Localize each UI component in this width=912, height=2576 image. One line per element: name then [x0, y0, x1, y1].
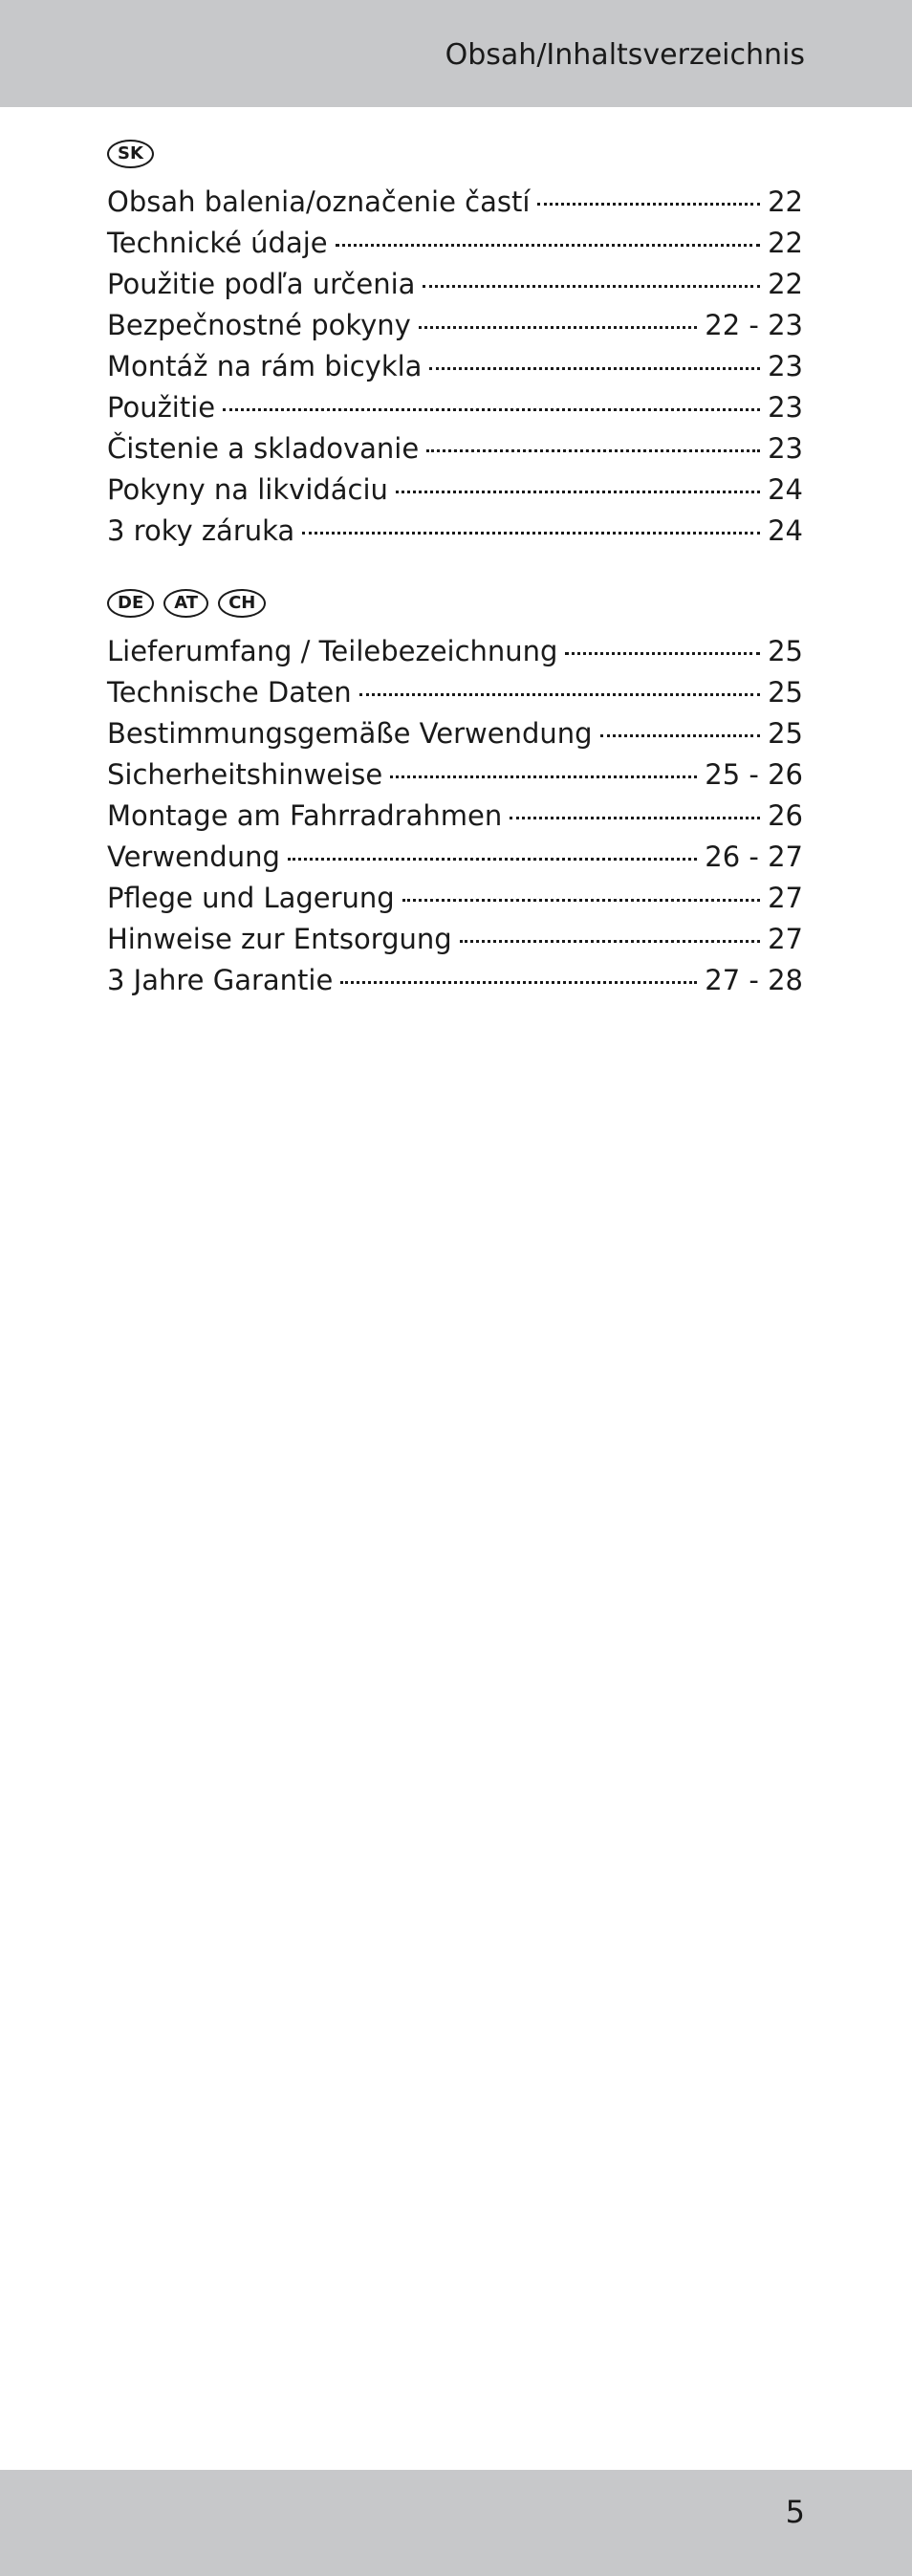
dot-leader — [460, 940, 760, 943]
toc-entry[interactable] — [107, 387, 803, 428]
toc-entry-title: Lieferumfang / Teilebezeichnung — [107, 635, 558, 667]
toc-entry[interactable] — [107, 837, 803, 878]
toc-entry-page: 23 — [768, 391, 803, 424]
language-badge-at: AT — [163, 589, 208, 618]
dot-leader — [390, 775, 697, 778]
toc-entry-title: Bezpečnostné pokyny — [107, 309, 411, 341]
toc-entry-title: Technische Daten — [107, 676, 352, 709]
dot-leader — [426, 449, 760, 452]
language-badges — [107, 585, 803, 622]
toc-entry-page: 25 - 26 — [705, 758, 803, 791]
page-title: Obsah/Inhaltsverzeichnis — [445, 38, 805, 72]
toc-entry-title: Obsah balenia/označenie častí — [107, 186, 531, 218]
dot-leader — [423, 285, 760, 288]
toc-entry-title: Montáž na rám bicykla — [107, 350, 423, 382]
dot-leader — [302, 532, 760, 535]
toc-list — [107, 182, 803, 552]
language-badge-sk: SK — [107, 140, 154, 168]
dot-leader — [223, 408, 760, 411]
toc-entry[interactable] — [107, 672, 803, 713]
dot-leader — [396, 491, 760, 493]
dot-leader — [419, 326, 697, 329]
toc-entry[interactable] — [107, 264, 803, 305]
toc-entry-title: Pokyny na likvidáciu — [107, 473, 388, 506]
toc-entry-page: 24 — [768, 473, 803, 506]
dot-leader — [510, 817, 760, 819]
toc-section-sk — [107, 136, 803, 552]
toc-list — [107, 631, 803, 1001]
toc-entry-page: 22 - 23 — [705, 309, 803, 341]
toc-entry-title: Použitie podľa určenia — [107, 268, 416, 300]
toc-entry-title: Hinweise zur Entsorgung — [107, 923, 452, 955]
toc-entry-page: 24 — [768, 514, 803, 547]
toc-entry-page: 23 — [768, 432, 803, 465]
toc-entry[interactable] — [107, 182, 803, 223]
dot-leader — [429, 367, 760, 370]
toc-entry[interactable] — [107, 919, 803, 960]
toc-entry-page: 25 — [768, 635, 803, 667]
page-number: 5 — [785, 2494, 805, 2530]
toc-entry-page: 25 — [768, 717, 803, 750]
dot-leader — [340, 981, 697, 984]
toc-entry-title: Použitie — [107, 391, 216, 424]
dot-leader — [537, 203, 760, 206]
toc-section-de-at-ch — [107, 585, 803, 1001]
toc-entry-page: 26 — [768, 799, 803, 832]
toc-entry[interactable] — [107, 960, 803, 1001]
toc-entry-page: 26 - 27 — [705, 840, 803, 873]
toc-entry-title: Technické údaje — [107, 227, 328, 259]
dot-leader — [402, 899, 760, 902]
toc-entry-page: 22 — [768, 268, 803, 300]
toc-entry-page: 27 — [768, 923, 803, 955]
toc-entry-page: 23 — [768, 350, 803, 382]
dot-leader — [288, 858, 697, 861]
toc-entry[interactable] — [107, 305, 803, 346]
toc-entry-page: 22 — [768, 186, 803, 218]
toc-entry[interactable] — [107, 796, 803, 837]
toc-entry-title: Montage am Fahrradrahmen — [107, 799, 503, 832]
toc-entry-title: Čistenie a skladovanie — [107, 432, 420, 465]
toc-entry-page: 27 — [768, 882, 803, 914]
toc-entry[interactable] — [107, 469, 803, 511]
dot-leader — [600, 734, 761, 737]
toc-entry[interactable] — [107, 223, 803, 264]
toc-entry-title: 3 Jahre Garantie — [107, 964, 334, 996]
toc-entry-title: Bestimmungsgemäße Verwendung — [107, 717, 593, 750]
language-badges — [107, 136, 803, 172]
toc-entry-title: Sicherheitshinweise — [107, 758, 383, 791]
toc-entry[interactable] — [107, 346, 803, 387]
toc-entry-page: 27 - 28 — [705, 964, 803, 996]
dot-leader — [336, 244, 760, 247]
toc-entry[interactable] — [107, 878, 803, 919]
toc-entry-title: 3 roky záruka — [107, 514, 295, 547]
language-badge-ch: CH — [218, 589, 266, 618]
toc-entry[interactable] — [107, 511, 803, 552]
toc-entry-title: Pflege und Lagerung — [107, 882, 395, 914]
dot-leader — [565, 652, 760, 655]
toc-entry[interactable] — [107, 631, 803, 672]
toc-entry-title: Verwendung — [107, 840, 280, 873]
toc-entry-page: 25 — [768, 676, 803, 709]
toc-entry-page: 22 — [768, 227, 803, 259]
toc-entry[interactable] — [107, 428, 803, 469]
toc-entry[interactable] — [107, 754, 803, 796]
language-badge-de: DE — [107, 589, 154, 618]
dot-leader — [359, 693, 761, 696]
toc-entry[interactable] — [107, 713, 803, 754]
footer-bar — [0, 2470, 912, 2576]
